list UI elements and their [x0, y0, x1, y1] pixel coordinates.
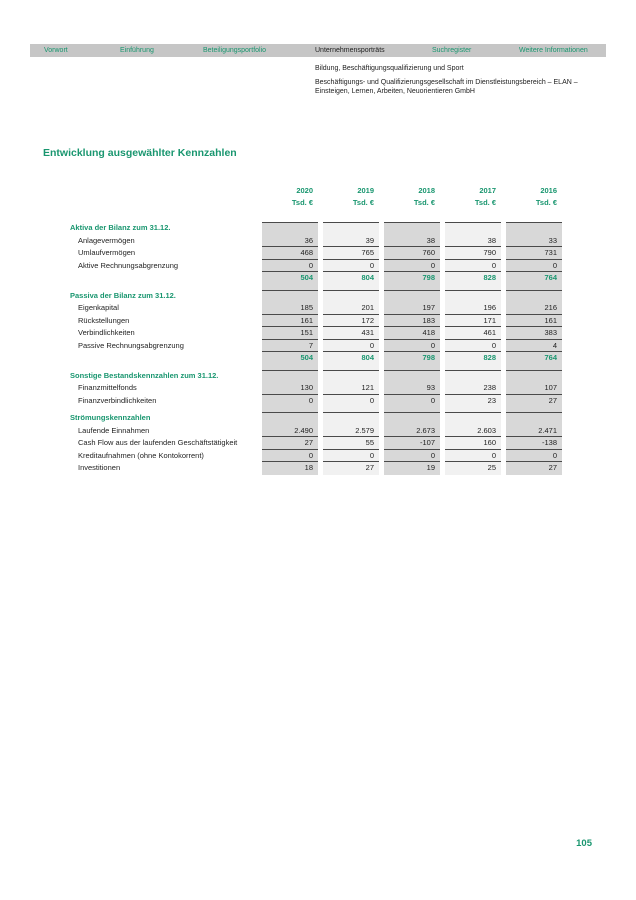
cell: 196 [445, 302, 501, 315]
column-header-2016 [506, 185, 562, 209]
sum-row [65, 272, 562, 285]
cell: 121 [323, 382, 379, 395]
cell: 2.603 [445, 425, 501, 438]
row-label: Passive Rechnungsabgrenzung [78, 340, 184, 350]
cell: 27 [548, 463, 557, 472]
cell: 93 [384, 382, 440, 395]
cell [323, 412, 379, 425]
cell: 36 [262, 235, 318, 248]
cell: 798 [422, 353, 435, 362]
cell: 0 [323, 340, 379, 353]
cell [445, 370, 501, 383]
cell: 18 [304, 463, 313, 472]
section-header-label: Aktiva der Bilanz zum 31.12. [70, 223, 171, 232]
nav-item-unternehmensportr-ts[interactable]: Unternehmensporträts [315, 47, 385, 54]
cell: 0 [384, 340, 440, 353]
cell [384, 412, 440, 425]
cell: 431 [323, 327, 379, 340]
cell [262, 222, 318, 235]
nav-item-beteiligungsportfolio[interactable]: Beteiligungsportfolio [203, 47, 267, 54]
cell: 39 [323, 235, 379, 248]
cell: 216 [506, 302, 562, 315]
cell: 0 [384, 260, 440, 273]
column-year: 2019 [357, 186, 374, 195]
cell: 27 [365, 463, 374, 472]
cell: 418 [384, 327, 440, 340]
cell: 383 [506, 327, 562, 340]
column-unit: Tsd. € [291, 198, 313, 207]
cell: 197 [384, 302, 440, 315]
nav-item-weitere-informationen[interactable]: Weitere Informationen [519, 47, 588, 54]
cell: 19 [426, 463, 435, 472]
row-label: Anlagevermögen [78, 235, 135, 245]
cell [445, 412, 501, 425]
cell: 0 [445, 260, 501, 273]
column-year: 2018 [418, 186, 435, 195]
cell [445, 290, 501, 303]
cell: 0 [262, 450, 318, 463]
cell: 764 [544, 353, 557, 362]
breadcrumb-company-line2: Einsteigen, Lernen, Arbeiten, Neuorientieren GmbH [315, 88, 475, 95]
cell: 161 [262, 315, 318, 328]
table-row [65, 462, 562, 475]
column-unit: Tsd. € [535, 198, 557, 207]
cell [323, 370, 379, 383]
section-header-label: Passiva der Bilanz zum 31.12. [70, 290, 176, 300]
cell: 27 [262, 437, 318, 450]
row-label: Rückstellungen [78, 315, 130, 325]
cell: 0 [369, 395, 374, 405]
column-header-2019 [323, 185, 379, 209]
cell [323, 290, 379, 303]
cell: 33 [506, 235, 562, 248]
cell [506, 370, 562, 383]
cell [262, 370, 318, 383]
cell: 238 [445, 382, 501, 395]
cell: 130 [262, 382, 318, 395]
cell: 55 [323, 437, 379, 450]
cell: -107 [384, 437, 440, 450]
row-label: Eigenkapital [78, 303, 119, 312]
cell: 151 [262, 327, 318, 340]
row-label: Kreditaufnahmen (ohne Kontokorrent) [78, 450, 204, 460]
cell: 828 [483, 273, 496, 282]
cell: 0 [308, 395, 313, 405]
nav-item-einf-hrung[interactable]: Einführung [120, 47, 154, 54]
cell: -138 [506, 437, 562, 450]
section-header-row [65, 222, 562, 235]
row-label: Cash Flow aus der laufenden Geschäftstätigkeit [78, 438, 238, 447]
cell: 798 [422, 273, 435, 282]
table-row [65, 302, 562, 315]
row-label: Umlaufvermögen [78, 248, 136, 257]
kennzahlen-table [65, 185, 562, 475]
cell: 760 [384, 247, 440, 260]
column-year: 2020 [296, 186, 313, 195]
breadcrumb-category: Bildung, Beschäftigungsqualifizierung und Sport [315, 65, 464, 72]
section-header-label: Sonstige Bestandskennzahlen zum 31.12. [70, 370, 219, 380]
cell [384, 222, 440, 235]
cell: 0 [430, 395, 435, 405]
cell: 7 [262, 340, 318, 353]
cell: 790 [445, 247, 501, 260]
cell: 828 [483, 353, 496, 362]
column-unit: Tsd. € [474, 198, 496, 207]
breadcrumb-company-line1: Beschäftigungs- und Qualifizierungsgesellschaft im Dienstleistungsbereich – ELAN – [315, 79, 578, 86]
cell: 171 [445, 315, 501, 328]
cell [384, 290, 440, 303]
section-header-row [65, 290, 562, 303]
cell: 504 [300, 353, 313, 362]
column-header-2017 [445, 185, 501, 209]
table-row [65, 260, 562, 273]
cell: 0 [384, 450, 440, 463]
column-year: 2016 [540, 186, 557, 195]
cell: 804 [361, 273, 374, 282]
column-unit: Tsd. € [352, 198, 374, 207]
cell: 38 [384, 235, 440, 248]
cell: 185 [262, 302, 318, 315]
cell: 172 [323, 315, 379, 328]
cell: 0 [262, 260, 318, 273]
table-column-headers [65, 185, 562, 209]
cell: 461 [445, 327, 501, 340]
cell: 804 [361, 353, 374, 362]
table-body [65, 222, 562, 475]
cell: 2.490 [262, 425, 318, 438]
cell [262, 290, 318, 303]
cell [323, 222, 379, 235]
table-row [65, 235, 562, 248]
cell: 2.579 [323, 425, 379, 438]
section-header-label: Strömungskennzahlen [70, 413, 151, 422]
row-label: Verbindlichkeiten [78, 328, 135, 337]
cell [506, 222, 562, 235]
cell: 0 [506, 450, 562, 463]
breadcrumb [315, 64, 615, 96]
table-row [65, 327, 562, 340]
cell: 38 [445, 235, 501, 248]
cell: 468 [262, 247, 318, 260]
page-number: 105 [576, 838, 592, 849]
cell [262, 412, 318, 425]
cell: 731 [506, 247, 562, 260]
cell: 764 [544, 273, 557, 282]
cell: 27 [548, 395, 557, 405]
row-label: Finanzverbindlichkeiten [78, 395, 157, 405]
cell: 160 [445, 437, 501, 450]
table-row [65, 425, 562, 438]
cell: 504 [300, 273, 313, 282]
cell [506, 290, 562, 303]
cell: 0 [506, 260, 562, 273]
page-title: Entwicklung ausgewählter Kennzahlen [43, 147, 237, 159]
cell: 0 [445, 340, 501, 353]
table-row [65, 247, 562, 260]
cell: 25 [487, 463, 496, 472]
cell: 0 [323, 450, 379, 463]
table-row [65, 340, 562, 353]
cell [506, 412, 562, 425]
table-row [65, 395, 562, 408]
row-label: Finanzmittelfonds [78, 383, 137, 392]
table-row [65, 437, 562, 450]
nav-item-suchregister[interactable]: Suchregister [432, 47, 472, 54]
cell: 0 [323, 260, 379, 273]
cell: 201 [323, 302, 379, 315]
column-header-2018 [384, 185, 440, 209]
column-header-2020 [262, 185, 318, 209]
table-row [65, 315, 562, 328]
section-header-row [65, 370, 562, 383]
column-year: 2017 [479, 186, 496, 195]
row-label: Aktive Rechnungsabgrenzung [78, 260, 179, 270]
cell: 4 [506, 340, 562, 353]
table-row [65, 382, 562, 395]
cell: 23 [487, 395, 496, 405]
section-header-row [65, 412, 562, 425]
column-unit: Tsd. € [413, 198, 435, 207]
cell: 183 [384, 315, 440, 328]
table-row [65, 450, 562, 463]
sum-row [65, 352, 562, 365]
cell [384, 370, 440, 383]
cell: 2.471 [506, 425, 562, 438]
row-label: Investitionen [78, 463, 121, 472]
cell: 765 [323, 247, 379, 260]
cell [445, 222, 501, 235]
cell: 2.673 [384, 425, 440, 438]
cell: 161 [506, 315, 562, 328]
nav-item-vorwort[interactable]: Vorwort [44, 47, 68, 54]
top-nav [30, 44, 606, 57]
row-label: Laufende Einnahmen [78, 425, 150, 435]
cell: 0 [445, 450, 501, 463]
cell: 107 [506, 382, 562, 395]
